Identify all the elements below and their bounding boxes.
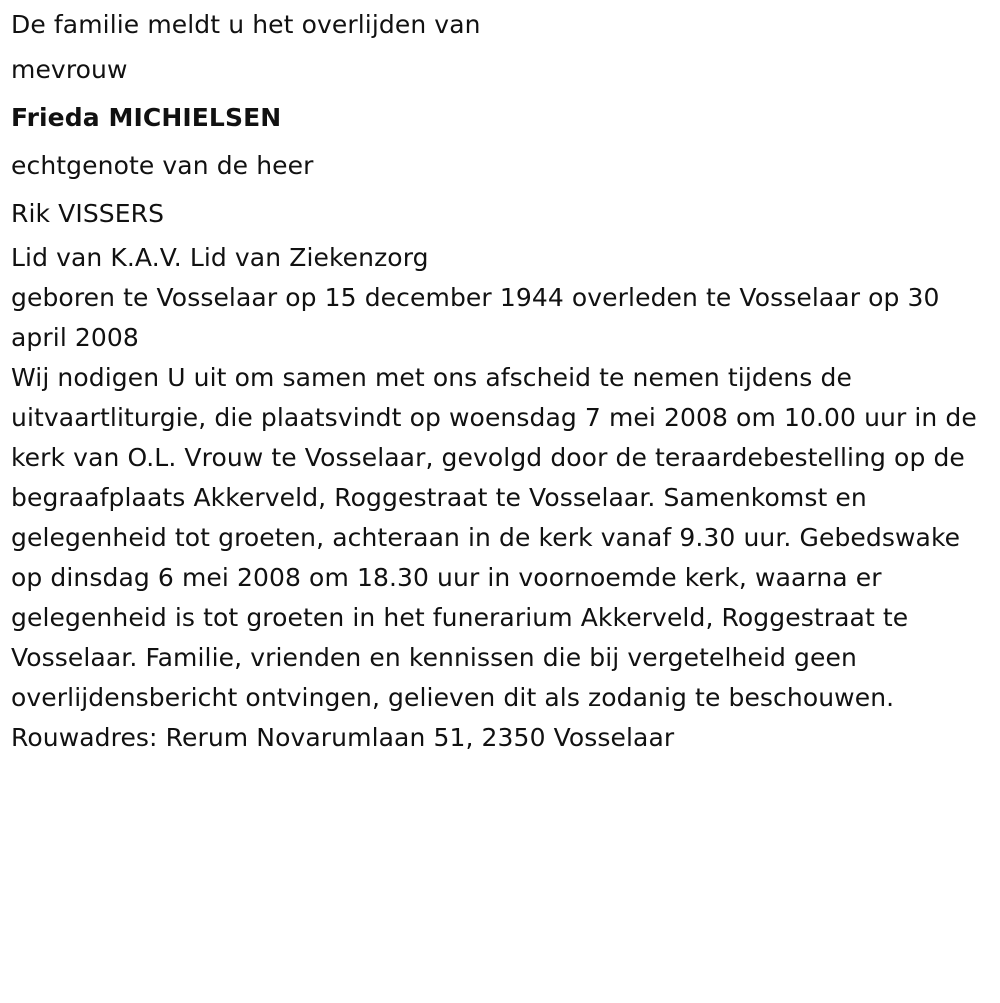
honorific: mevrouw: [11, 55, 128, 84]
deceased-name: Frieda MICHIELSEN: [11, 103, 282, 132]
spouse-name: Rik VISSERS: [11, 199, 165, 228]
birth-death-text: geboren te Vosselaar op 15 december 1944 overleden te Vosselaar op 30 april 2008: [11, 283, 940, 352]
membership-text: Lid van K.A.V. Lid van Ziekenzorg: [11, 243, 429, 272]
intro-text: De familie meldt u het overlijden van: [11, 10, 481, 39]
relation-text: echtgenote van de heer: [11, 151, 314, 180]
invitation-text: Wij nodigen U uit om samen met ons afscheid te nemen tijdens de uitvaartliturgie, die plaatsvindt op woensdag 7 mei 2008 om 10.00 uur in de kerk van O.L. Vrouw te Vosselaar, gevolgd door de teraardebestelling op de begraafplaats Akkerveld, Roggestraat te Vosselaar. Samenkomst en gelegenheid tot groeten, achteraan in de kerk vanaf 9.30 uur. Gebedswake op dinsdag 6 mei 2008 om 18.30 uur in voornoemde kerk, waarna er gelegenheid is tot groeten in het funerarium Akkerveld, Roggestraat te Vosselaar. Familie, vrienden en kennissen die bij vergetelheid geen overlijdensbericht ontvingen, gelieven dit als zodanig te beschouwen.: [11, 363, 977, 712]
mourning-address: Rouwadres: Rerum Novarumlaan 51, 2350 Vosselaar: [11, 723, 675, 752]
death-notice: [11, 4, 991, 758]
